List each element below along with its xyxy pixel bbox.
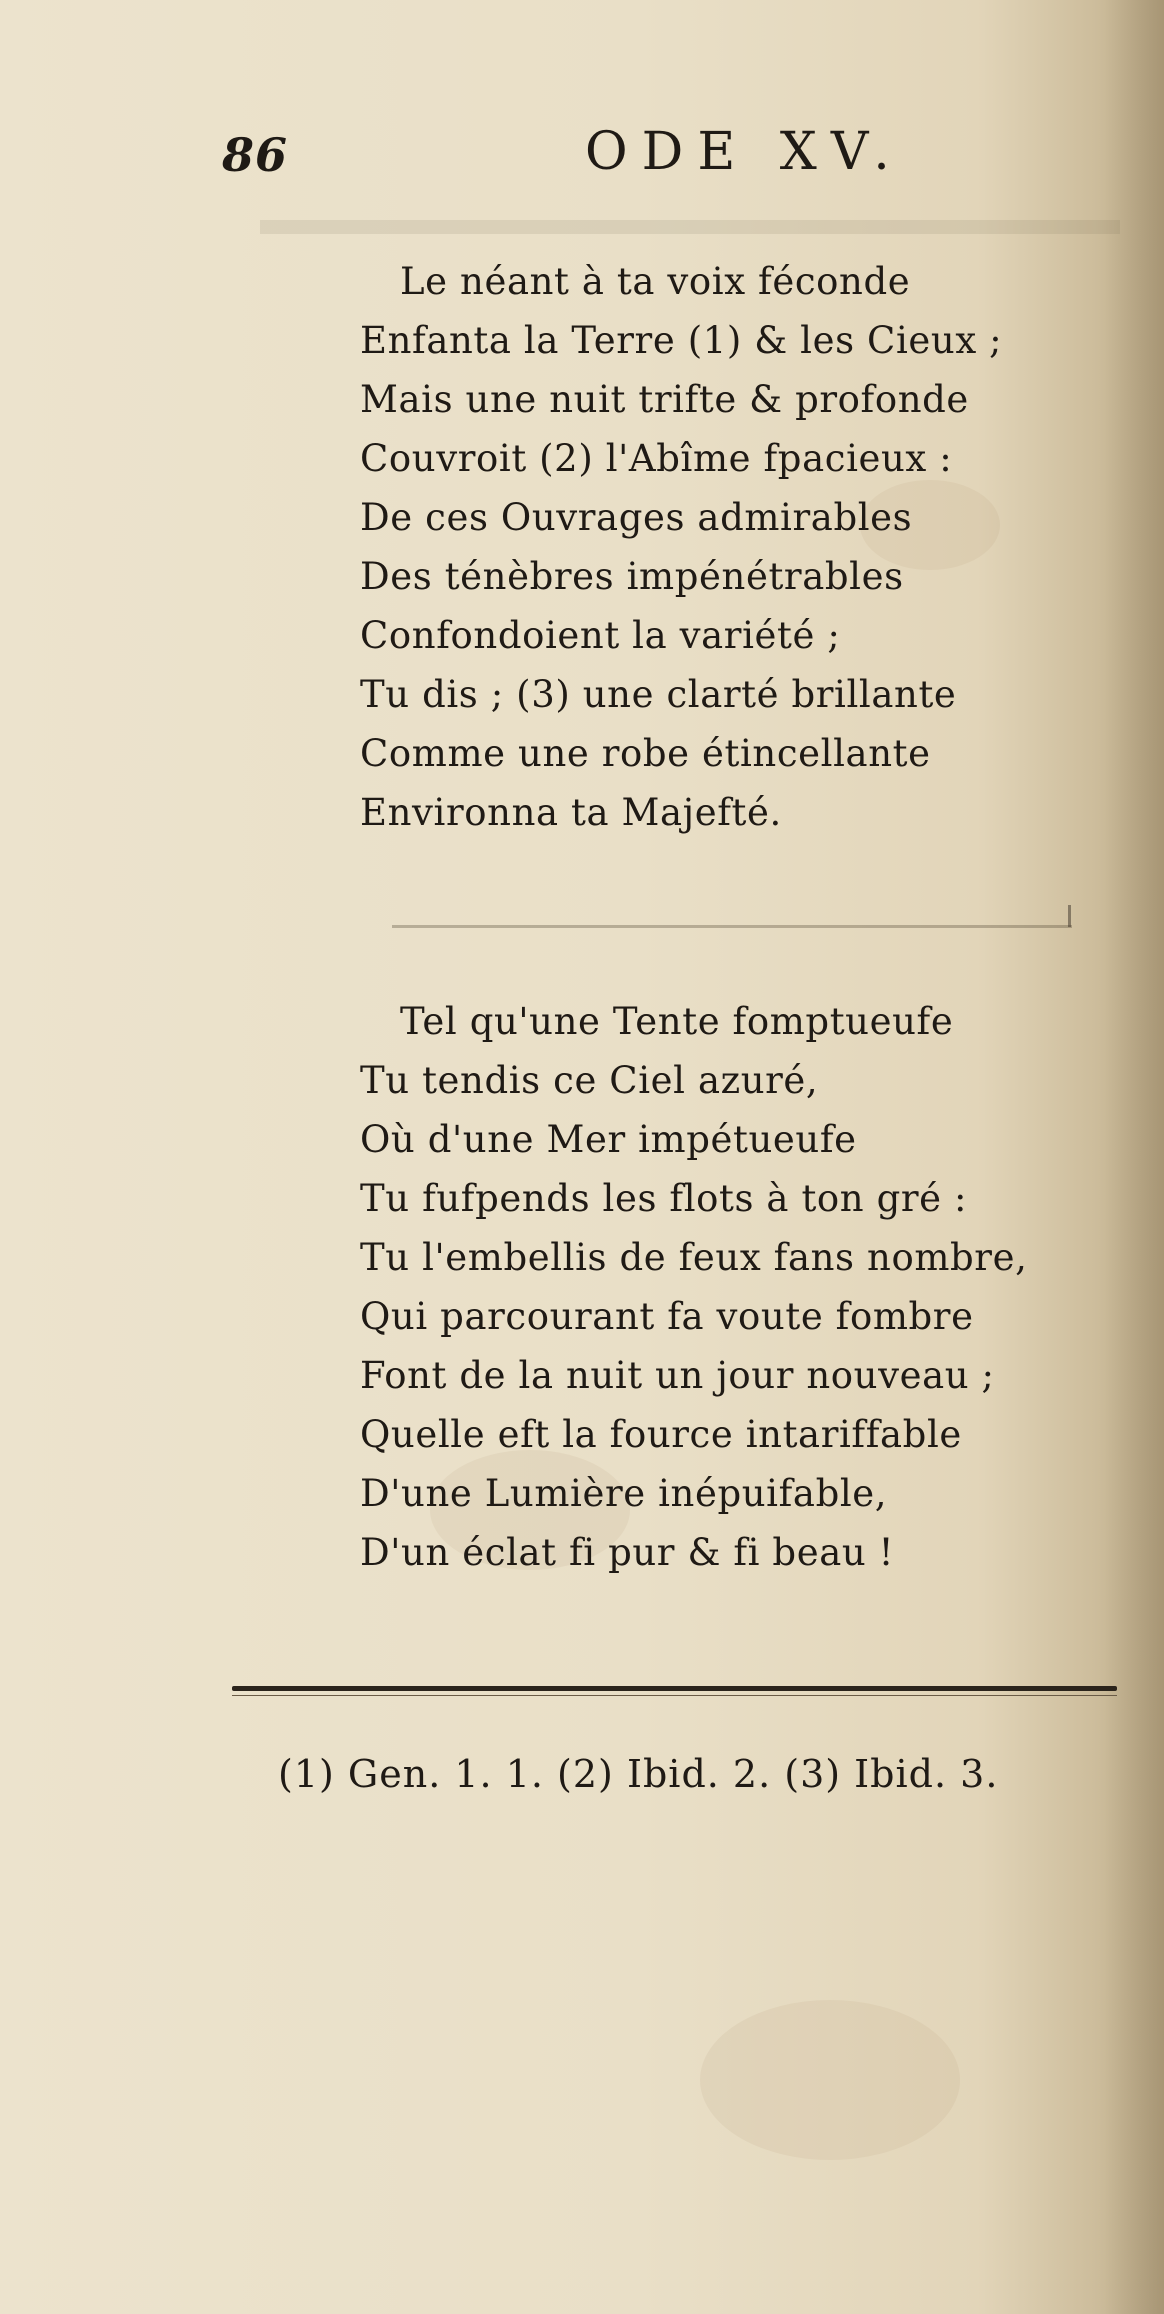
page-gutter-shadow [1104,0,1164,2314]
verse-line: Tel qu'une Tente fomptueufe [400,1000,954,1043]
verse-line: Mais une nuit trifte & profonde [360,378,969,421]
stanza-1 [360,252,1002,842]
verse-line: Tu fufpends les flots à ton gré : [360,1177,968,1220]
verse-line: Enfanta la Terre (1) & les Cieux ; [360,319,1003,362]
verse-line: D'une Lumière inépuifable, [360,1472,888,1515]
verse-line: Font de la nuit un jour nouveau ; [360,1354,995,1397]
verse-line: Quelle eft la fource intariffable [360,1413,962,1456]
verse-line: Qui parcourant fa voute fombre [360,1295,974,1338]
verse-line: Des ténèbres impénétrables [360,555,904,598]
running-head: ODE XV. [585,122,904,182]
footnotes: (1) Gen. 1. 1. (2) Ibid. 2. (3) Ibid. 3. [278,1752,999,1796]
verse-line: D'un éclat fi pur & fi beau ! [360,1531,895,1574]
verse-line: Confondoient la variété ; [360,614,841,657]
verse-line: Tu l'embellis de feux fans nombre, [360,1236,1028,1279]
stanza-2 [360,992,1027,1582]
header-underline-band [260,220,1120,234]
verse-line: De ces Ouvrages admirables [360,496,913,539]
verse-line: Couvroit (2) l'Abîme fpacieux : [360,437,953,480]
verse-line: Tu dis ; (3) une clarté brillante [360,673,957,716]
stanza-divider [392,925,1072,928]
print-mark [1068,905,1071,927]
verse-line: Environna ta Majefté. [360,791,782,834]
paper-stain [700,2000,960,2160]
page-number: 86 [222,128,289,182]
verse-line: Le néant à ta voix féconde [400,260,911,303]
verse-line: Tu tendis ce Ciel azuré, [360,1059,819,1102]
verse-line: Comme une robe étincellante [360,732,931,775]
verse-line: Où d'une Mer impétueufe [360,1118,857,1161]
footnote-rule-thin [232,1695,1117,1696]
footnote-rule [232,1686,1117,1691]
